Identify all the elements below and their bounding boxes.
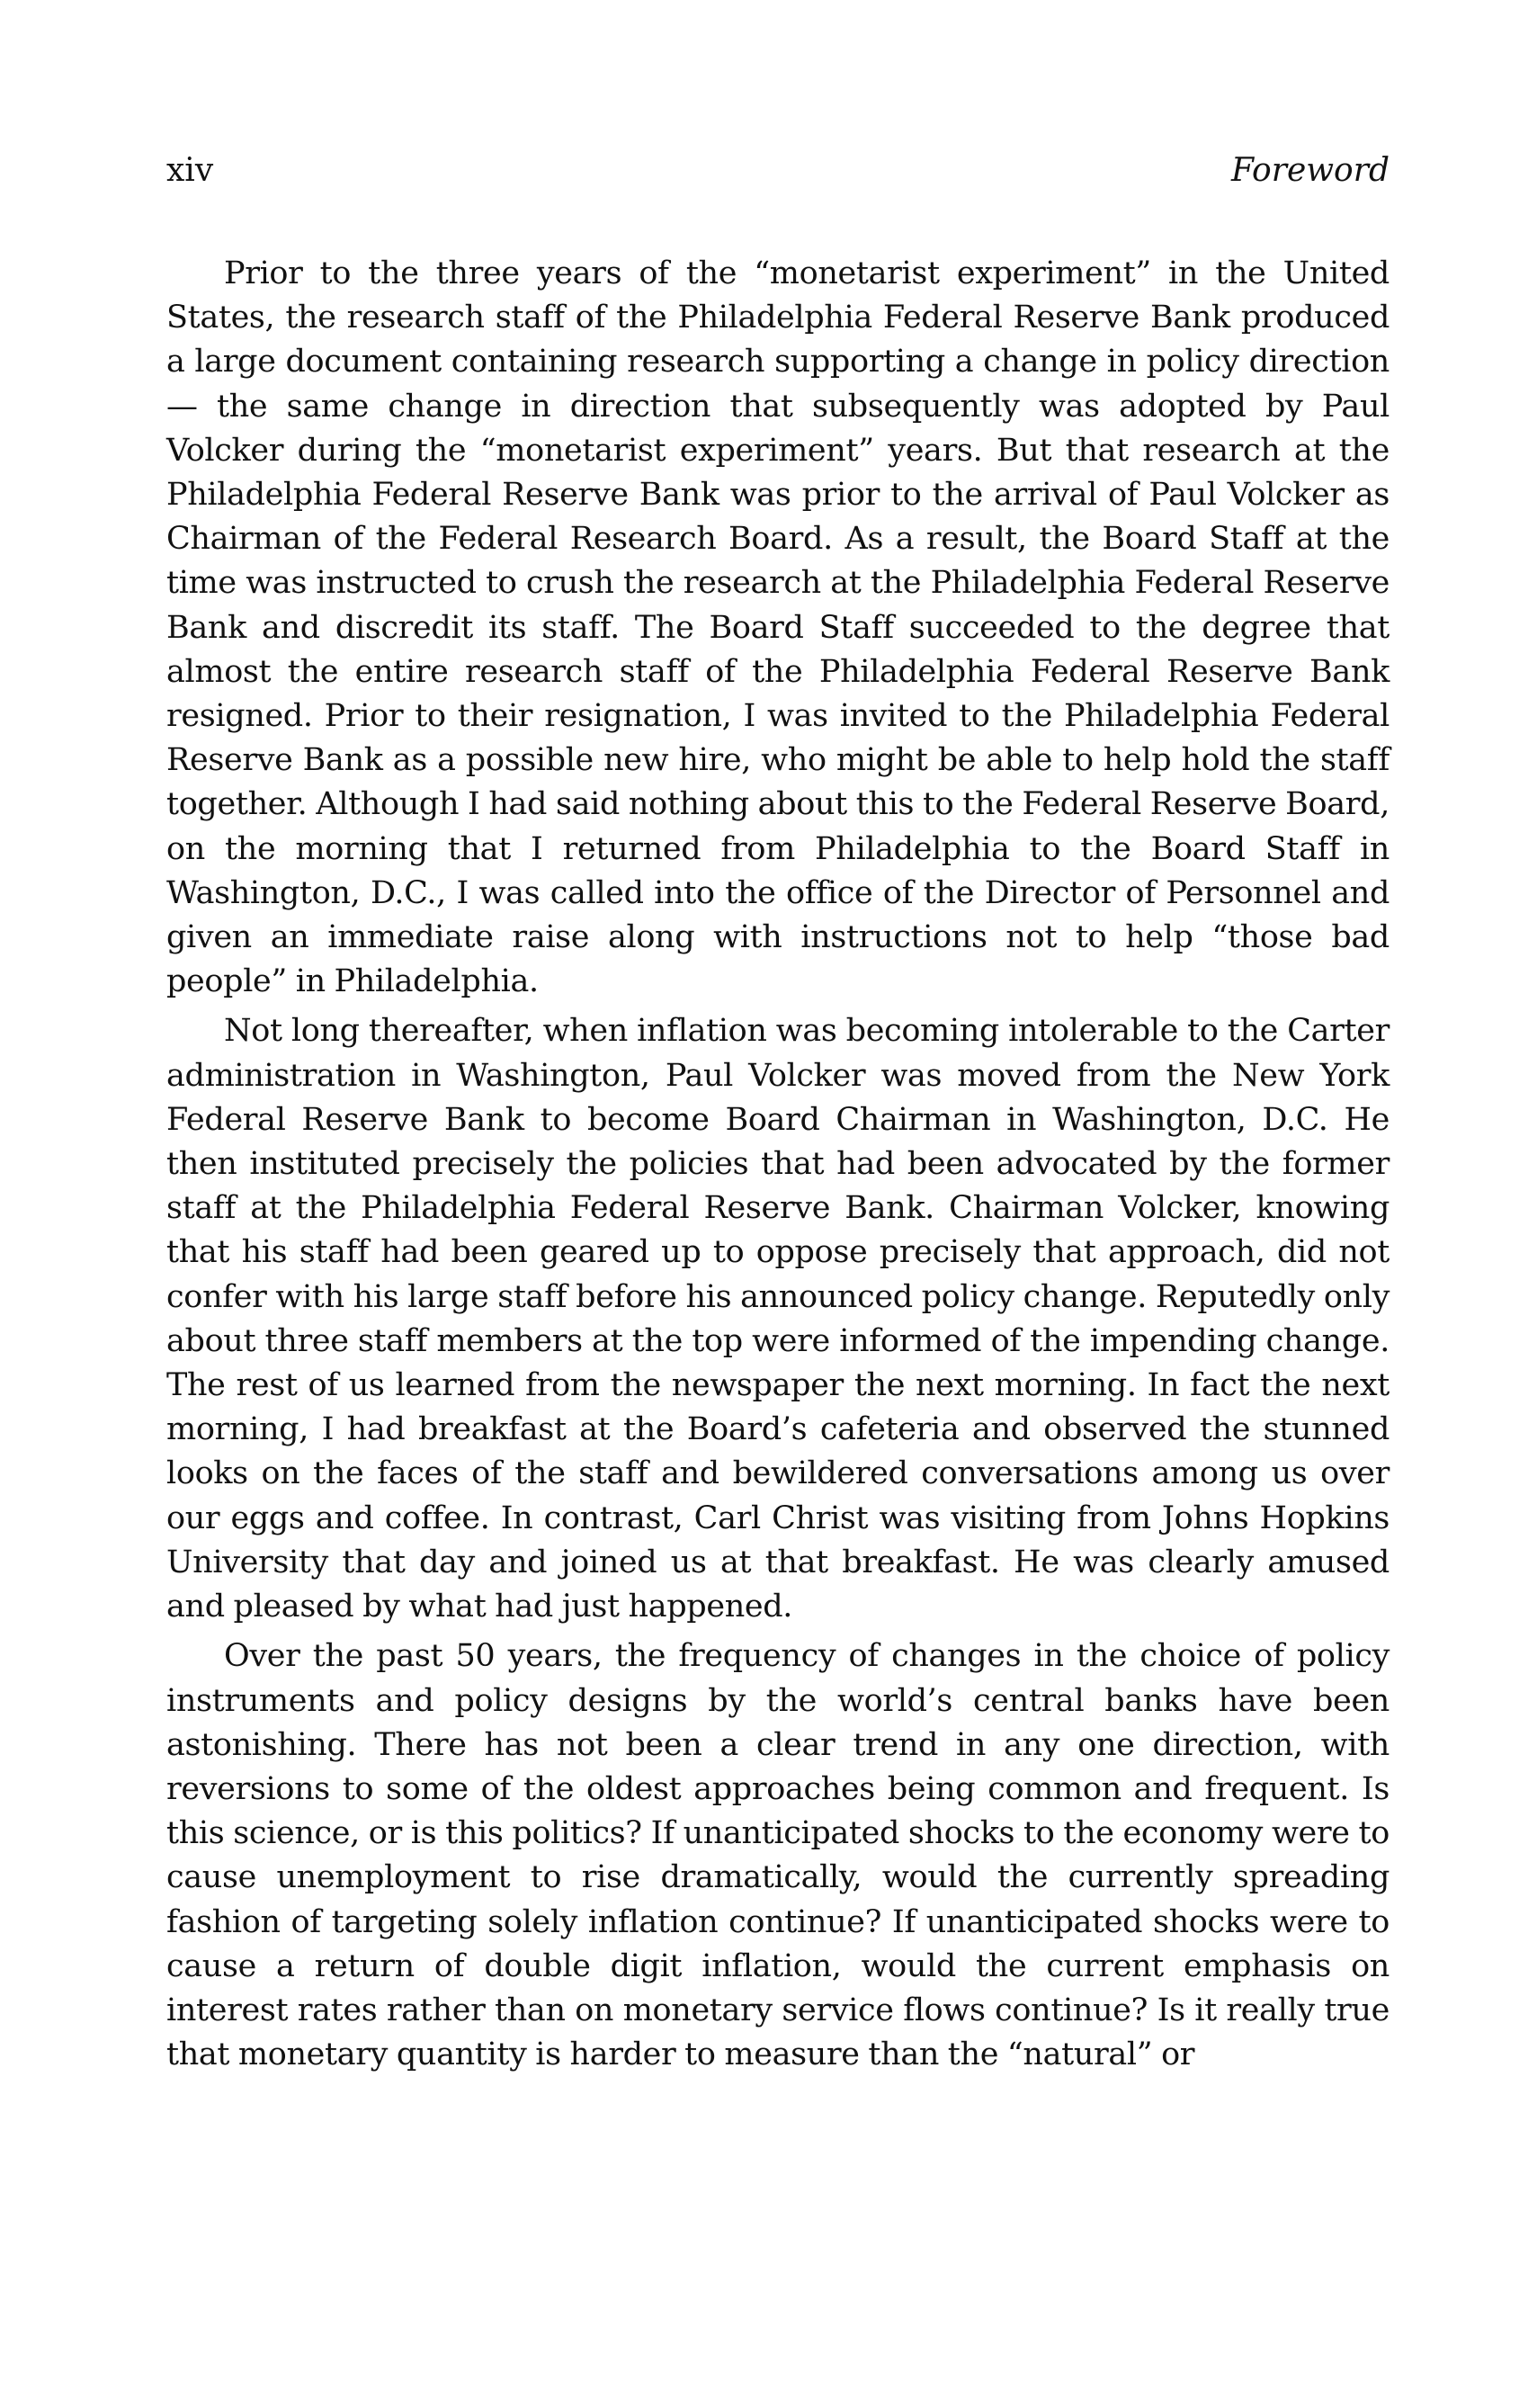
paragraph-1: Prior to the three years of the “monetarist experiment” in the United States, the research staff of the Philadelphia Federal Reserve Bank produced a large document containing research supporting a change in policy direction — the same change in direction that subsequently was adopted by Paul Volcker during the “monetarist experiment” years. But that research at the Philadelphia Federal Reserve Bank was prior to the arrival of Paul Volcker as Chairman of the Federal Research Board. As a result, the Board Staff at the time was instructed to crush the research at the Philadelphia Federal Reserve Bank and discredit its staff. The Board Staff succeeded to the degree that almost the entire research staff of the Philadelphia Federal Reserve Bank resigned. Prior to their resignation, I was invited to the Philadelphia Federal Reserve Bank as a possible new hire, who might be able to help hold the staff together. Although I had said nothing about this to the Federal Reserve Board, on the morning that I returned from Philadelphia to the Board Staff in Washington, D.C., I was called into the office of the Director of Personnel and given an immediate raise along with instructions not to help “those bad people” in Philadelphia. [166, 255, 1390, 1000]
section-title: Foreword [1231, 152, 1390, 189]
book-page [166, 144, 1390, 2077]
running-head [166, 144, 1390, 198]
paragraph-3: Over the past 50 years, the frequency of changes in the choice of policy instruments and policy designs by the world’s central banks have been astonishing. There has not been a clear trend in any one direction, with reversions to some of the oldest approaches being common and frequent. Is this science, or is this politics? If unanticipated shocks to the economy were to cause unemployment to rise dramatically, would the currently spreading fashion of targeting solely inflation continue? If unanticipated shocks were to cause a return of double digit inflation, would the current emphasis on interest rates rather than on monetary service flows continue? Is it really true that monetary quantity is harder to measure than the “natural” or [166, 1638, 1390, 2073]
body-text [166, 252, 1390, 2077]
page-number: xiv [166, 152, 214, 189]
paragraph-2: Not long thereafter, when inflation was becoming intolerable to the Carter administration in Washington, Paul Volcker was moved from the New York Federal Reserve Bank to become Board Chairman in Washington, D.C. He then instituted precisely the policies that had been advocated by the former staff at the Philadelphia Federal Reserve Bank. Chairman Volcker, knowing that his staff had been geared up to oppose precisely that approach, did not confer with his large staff before his announced policy change. Reputedly only about three staff members at the top were informed of the impending change. The rest of us learned from the newspaper the next morning. In fact the next morning, I had breakfast at the Board’s cafeteria and observed the stunned looks on the faces of the staff and bewildered conversations among us over our eggs and coffee. In contrast, Carl Christ was visiting from Johns Hopkins University that day and joined us at that breakfast. He was clearly amused and pleased by what had just happened. [166, 1013, 1390, 1625]
